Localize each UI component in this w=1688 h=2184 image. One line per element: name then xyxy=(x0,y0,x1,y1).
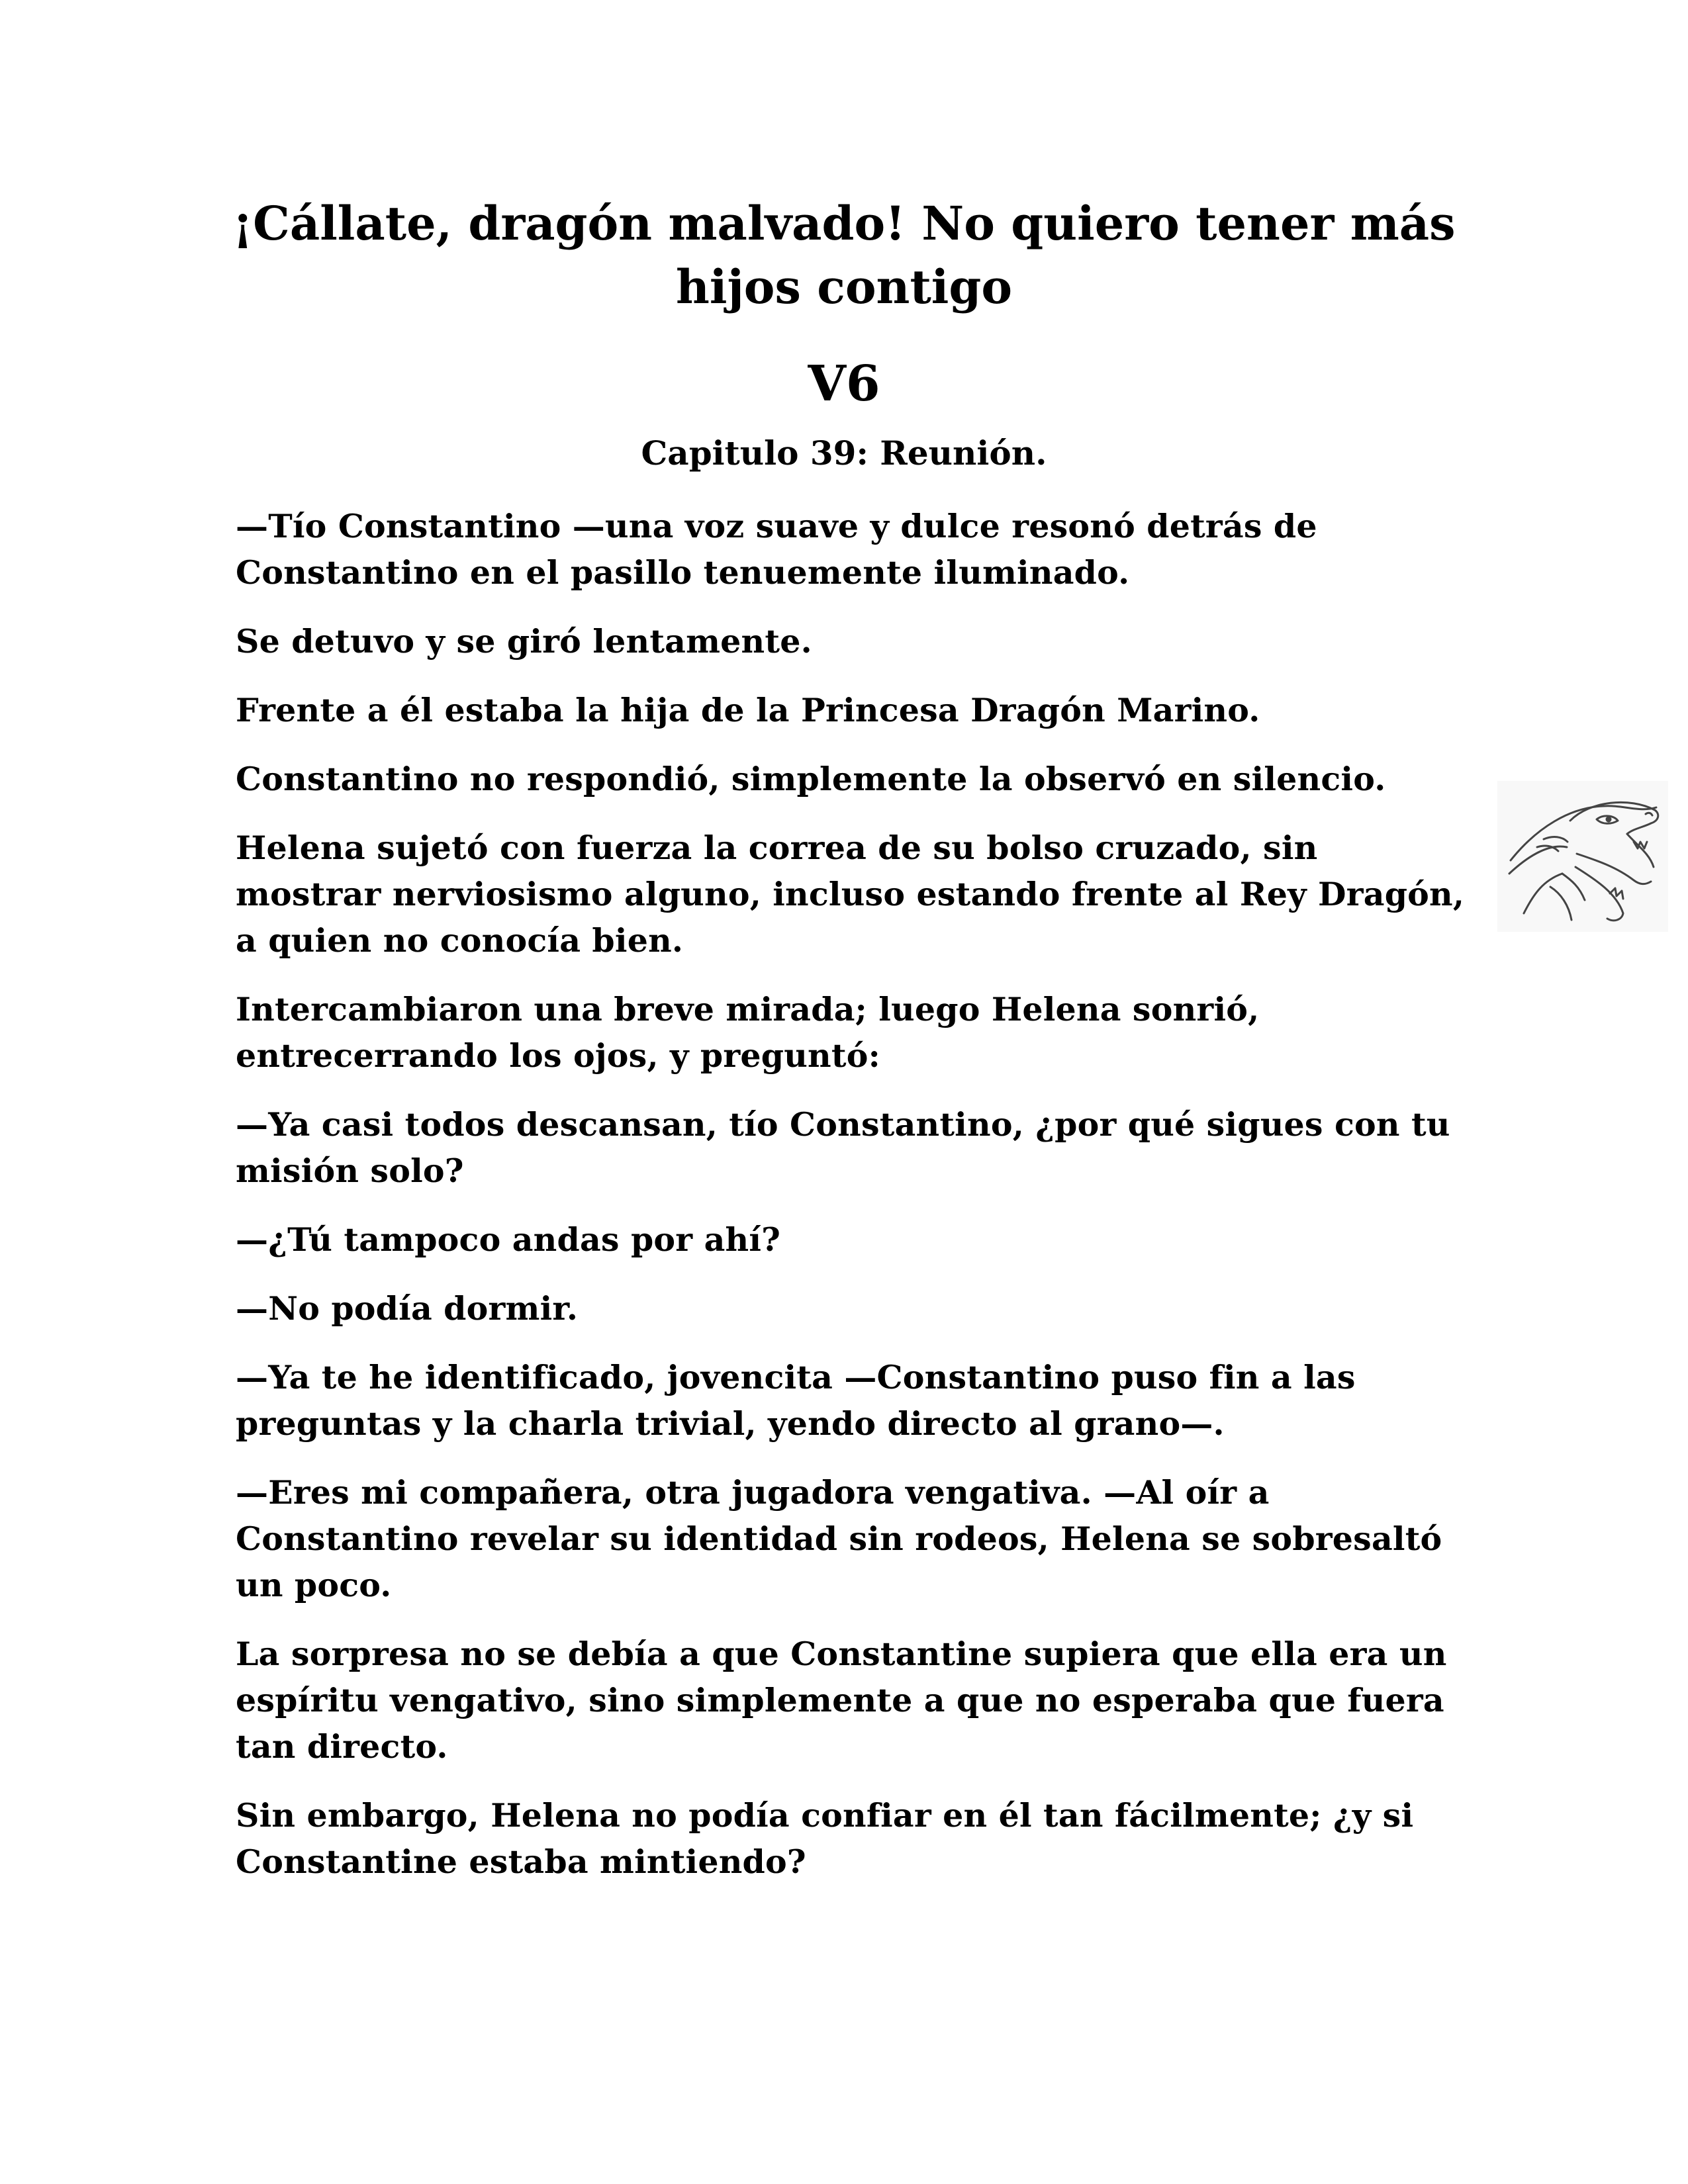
paragraph: Frente a él estaba la hija de la Princesa Dragón Marino. xyxy=(236,691,1260,729)
document-title: ¡Cállate, dragón malvado! No quiero tener más hijos contigo xyxy=(232,196,1456,314)
chapter-body xyxy=(236,503,1467,1907)
paragraph: Sin embargo, Helena no podía confiar en él tan fácilmente; ¿y si Constantine estaba mintiendo? xyxy=(236,1796,1414,1881)
paragraph: Constantino no respondió, simplemente la observó en silencio. xyxy=(236,760,1386,798)
paragraph: —Ya casi todos descansan, tío Constantino, ¿por qué sigues con tu misión solo? xyxy=(236,1105,1450,1190)
paragraph: —Eres mi compañera, otra jugadora vengativa. —Al oír a Constantino revelar su identidad sin rodeos, Helena se sobresaltó un poco. xyxy=(236,1473,1442,1604)
paragraph: Se detuvo y se giró lentamente. xyxy=(236,622,812,660)
paragraph: —¿Tú tampoco andas por ahí? xyxy=(236,1220,781,1259)
paragraph: —Ya te he identificado, jovencita —Constantino puso fin a las preguntas y la charla trivial, yendo directo al grano—. xyxy=(236,1358,1356,1443)
paragraph: La sorpresa no se debía a que Constantine supiera que ella era un espíritu vengativo, sino simplemente a que no esperaba que fuera tan directo. xyxy=(236,1635,1447,1766)
chapter-heading: Capitulo 39: Reunión. xyxy=(641,433,1047,473)
volume-label: V6 xyxy=(808,355,880,412)
dragon-head-sketch-icon xyxy=(1497,781,1668,932)
paragraph: Intercambiaron una breve mirada; luego Helena sonrió, entrecerrando los ojos, y preguntó: xyxy=(236,990,1260,1075)
paragraph: —No podía dormir. xyxy=(236,1289,579,1328)
paragraph: —Tío Constantino —una voz suave y dulce resonó detrás de Constantino en el pasillo tenuemente iluminado. xyxy=(236,507,1317,592)
paragraph: Helena sujetó con fuerza la correa de su bolso cruzado, sin mostrar nerviosismo alguno, incluso estando frente al Rey Dragón, a quien no conocía bien. xyxy=(236,829,1465,960)
